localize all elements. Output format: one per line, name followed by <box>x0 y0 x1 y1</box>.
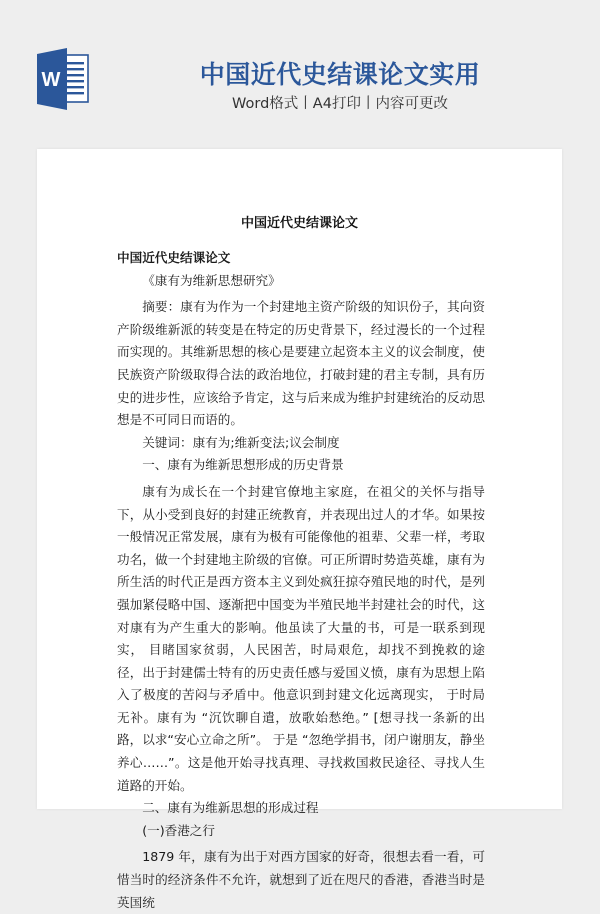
page-header <box>0 0 600 149</box>
document-title: 中国近代史结课论文 <box>240 216 358 231</box>
document-body <box>117 247 485 914</box>
body-paragraph: 康有为成长在一个封建官僚地主家庭，在祖父的关怀与指导下，从小受到良好的封建正统教育，并表现出过人的才华。如果按一般情况正常发展，康有为极有可能像他的祖辈、父辈一样，考取功名，做一个封建地主阶级的官僚。可正所谓时势造英雄，康有为所生活的时代正是西方资本主义到处疯狂掠夺殖民地的时代，是列强加紧侵略中国、逐渐把中国变为半殖民地半封建社会的时代，这对康有为产生重大的影响。他虽读了大量的书，可是一联系到现实， 目睹国家贫弱，人民困苦，时局艰危，却找不到挽救的途径，出于封建儒士特有的历史责任感与爱国义愤，康有为思想上陷入了极度的苦闷与矛盾中。他意识到封建文化远离现实， 于时局无补。康有为 “沉饮聊自遣，放歌始愁绝。” [想寻找一条新的出路，以求“安心立命之所”。 于是 “忽绝学捐书，闭户谢朋友，静坐养心……”。这是他开始寻找真理、寻找救国救民途径、寻找人生道路的开始。 <box>117 483 485 793</box>
word-icon <box>37 48 91 110</box>
document-page <box>37 149 562 910</box>
paper-subtitle: 《康有为维新思想研究》 <box>142 272 281 288</box>
page-title: 中国近代史结课论文实用 <box>199 60 481 89</box>
section-heading-1: 一、康有为维新思想形成的历史背景 <box>142 457 344 473</box>
subsection-heading: (一)香港之行 <box>142 822 215 838</box>
body-paragraph: 1879 年，康有为出于对西方国家的好奇，很想去看一看，可惜当时的经济条件不允许，就想到了近在咫尺的香港，香港当时是英国统 <box>117 849 485 910</box>
page-subtitle: Word格式丨A4打印丨内容可更改 <box>232 96 448 112</box>
abstract-paragraph: 摘要：康有为作为一个封建地主资产阶级的知识份子，其向资产阶级维新派的转变是在特定的历史背景下，经过漫长的一个过程而实现的。其维新思想的核心是要建立起资本主义的议会制度，使民族资产阶级取得合法的政治地位，打破封建的君主专制，具有历史的进步性，应该给予肯定，这与后来成为维护封建统治的反动思想是不可同日而语的。 <box>117 299 485 428</box>
document-heading: 中国近代史结课论文 <box>117 250 231 265</box>
keywords-line: 关键词：康有为;维新变法;议会制度 <box>142 434 340 450</box>
svg-text:W: W <box>41 69 61 91</box>
section-heading-2: 二、康有为维新思想的形成过程 <box>142 800 319 816</box>
